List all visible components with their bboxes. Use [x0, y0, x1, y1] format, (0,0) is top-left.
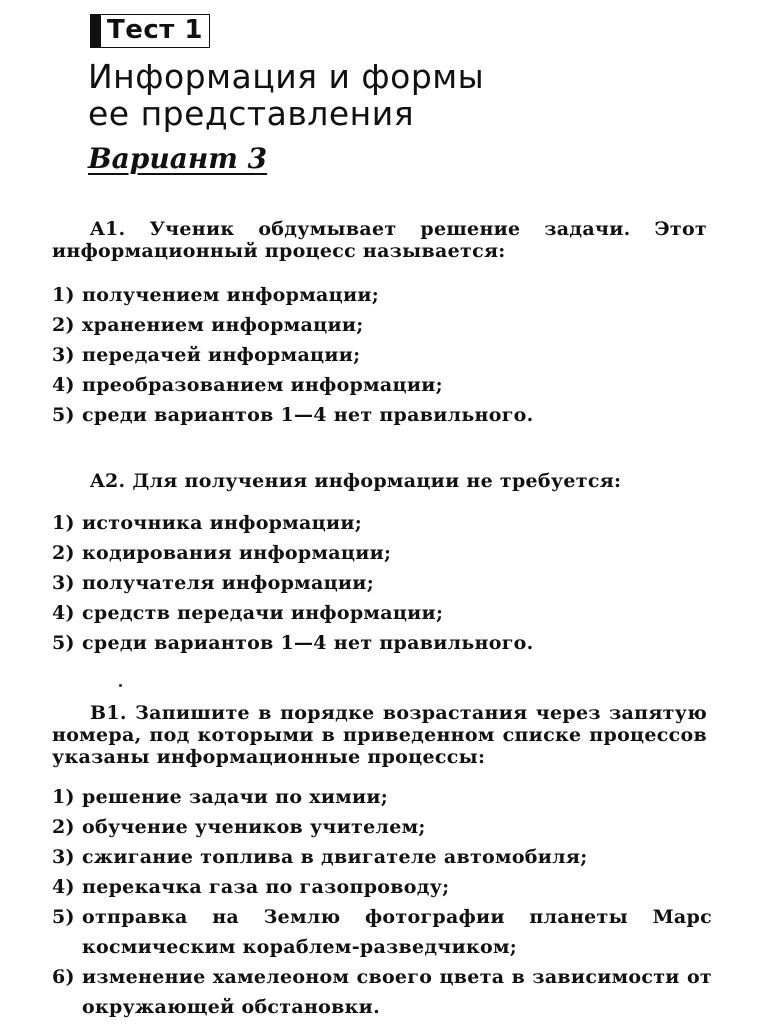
option-text: обучение учеников учителем;	[82, 816, 426, 838]
option-text: источника информации;	[82, 512, 363, 534]
options-a1	[52, 280, 712, 430]
option-text: получением информации;	[82, 284, 380, 306]
question-text: Ученик обдумывает решение задачи. Этот информационный процесс называется:	[52, 218, 707, 262]
title-line-1: Информация и формы	[88, 57, 485, 96]
list-item	[52, 628, 712, 658]
list-item	[52, 598, 712, 628]
list-item	[52, 568, 712, 598]
option-number: 1)	[52, 512, 75, 534]
option-number: 5)	[52, 906, 75, 928]
option-text: передачей информации;	[82, 344, 361, 366]
option-text: перекачка газа по газопроводу;	[82, 876, 450, 898]
option-text: среди вариантов 1—4 нет правильного.	[82, 632, 534, 654]
badge-bar	[91, 15, 101, 47]
option-number: 2)	[52, 816, 75, 838]
list-item	[52, 872, 712, 902]
option-text: решение задачи по химии;	[82, 786, 389, 808]
list-item	[52, 902, 712, 962]
option-text: среди вариантов 1—4 нет правильного.	[82, 404, 534, 426]
options-a2	[52, 508, 712, 658]
question-text: Запишите в порядке возрастания через запятую номера, под которыми в приведенном списке процессов указаны информационные процессы:	[52, 702, 707, 768]
option-number: 5)	[52, 404, 75, 426]
list-item	[52, 962, 712, 1022]
option-text: отправка на Землю фотографии планеты Марс космическим кораблем-разведчиком;	[82, 906, 712, 958]
question-number: A2.	[90, 470, 126, 492]
page-title	[88, 58, 484, 132]
question-number: A1.	[90, 218, 126, 240]
question-number: B1.	[90, 702, 127, 724]
list-item	[52, 538, 712, 568]
option-text: изменение хамелеоном своего цвета в зависимости от окружающей обстановки.	[82, 966, 712, 1018]
title-line-2: ее представления	[88, 94, 415, 133]
option-text: кодирования информации;	[82, 542, 392, 564]
question-a2	[52, 470, 707, 492]
list-item	[52, 400, 712, 430]
test-badge	[90, 14, 210, 48]
option-number: 5)	[52, 632, 75, 654]
list-item	[52, 508, 712, 538]
list-item	[52, 310, 712, 340]
option-number: 1)	[52, 284, 75, 306]
list-item	[52, 842, 712, 872]
list-item	[52, 812, 712, 842]
option-text: сжигание топлива в двигателе автомобиля;	[82, 846, 588, 868]
list-item	[52, 340, 712, 370]
option-number: 4)	[52, 602, 75, 624]
question-text: Для получения информации не требуется:	[132, 470, 622, 492]
option-number: 2)	[52, 542, 75, 564]
list-item	[52, 280, 712, 310]
option-text: средств передачи информации;	[82, 602, 444, 624]
question-b1	[52, 702, 707, 768]
options-b1	[52, 782, 712, 1022]
option-number: 3)	[52, 846, 75, 868]
list-item	[52, 782, 712, 812]
option-number: 6)	[52, 966, 75, 988]
option-number: 3)	[52, 572, 75, 594]
variant-heading: Вариант 3	[88, 142, 268, 175]
test-label: Тест 1	[107, 15, 203, 45]
option-number: 4)	[52, 374, 75, 396]
option-text: хранением информации;	[82, 314, 364, 336]
list-item	[52, 370, 712, 400]
option-text: получателя информации;	[82, 572, 375, 594]
stray-dot	[119, 684, 122, 687]
option-number: 4)	[52, 876, 75, 898]
question-a1	[52, 218, 707, 262]
option-number: 3)	[52, 344, 75, 366]
option-number: 1)	[52, 786, 75, 808]
option-number: 2)	[52, 314, 75, 336]
option-text: преобразованием информации;	[82, 374, 443, 396]
